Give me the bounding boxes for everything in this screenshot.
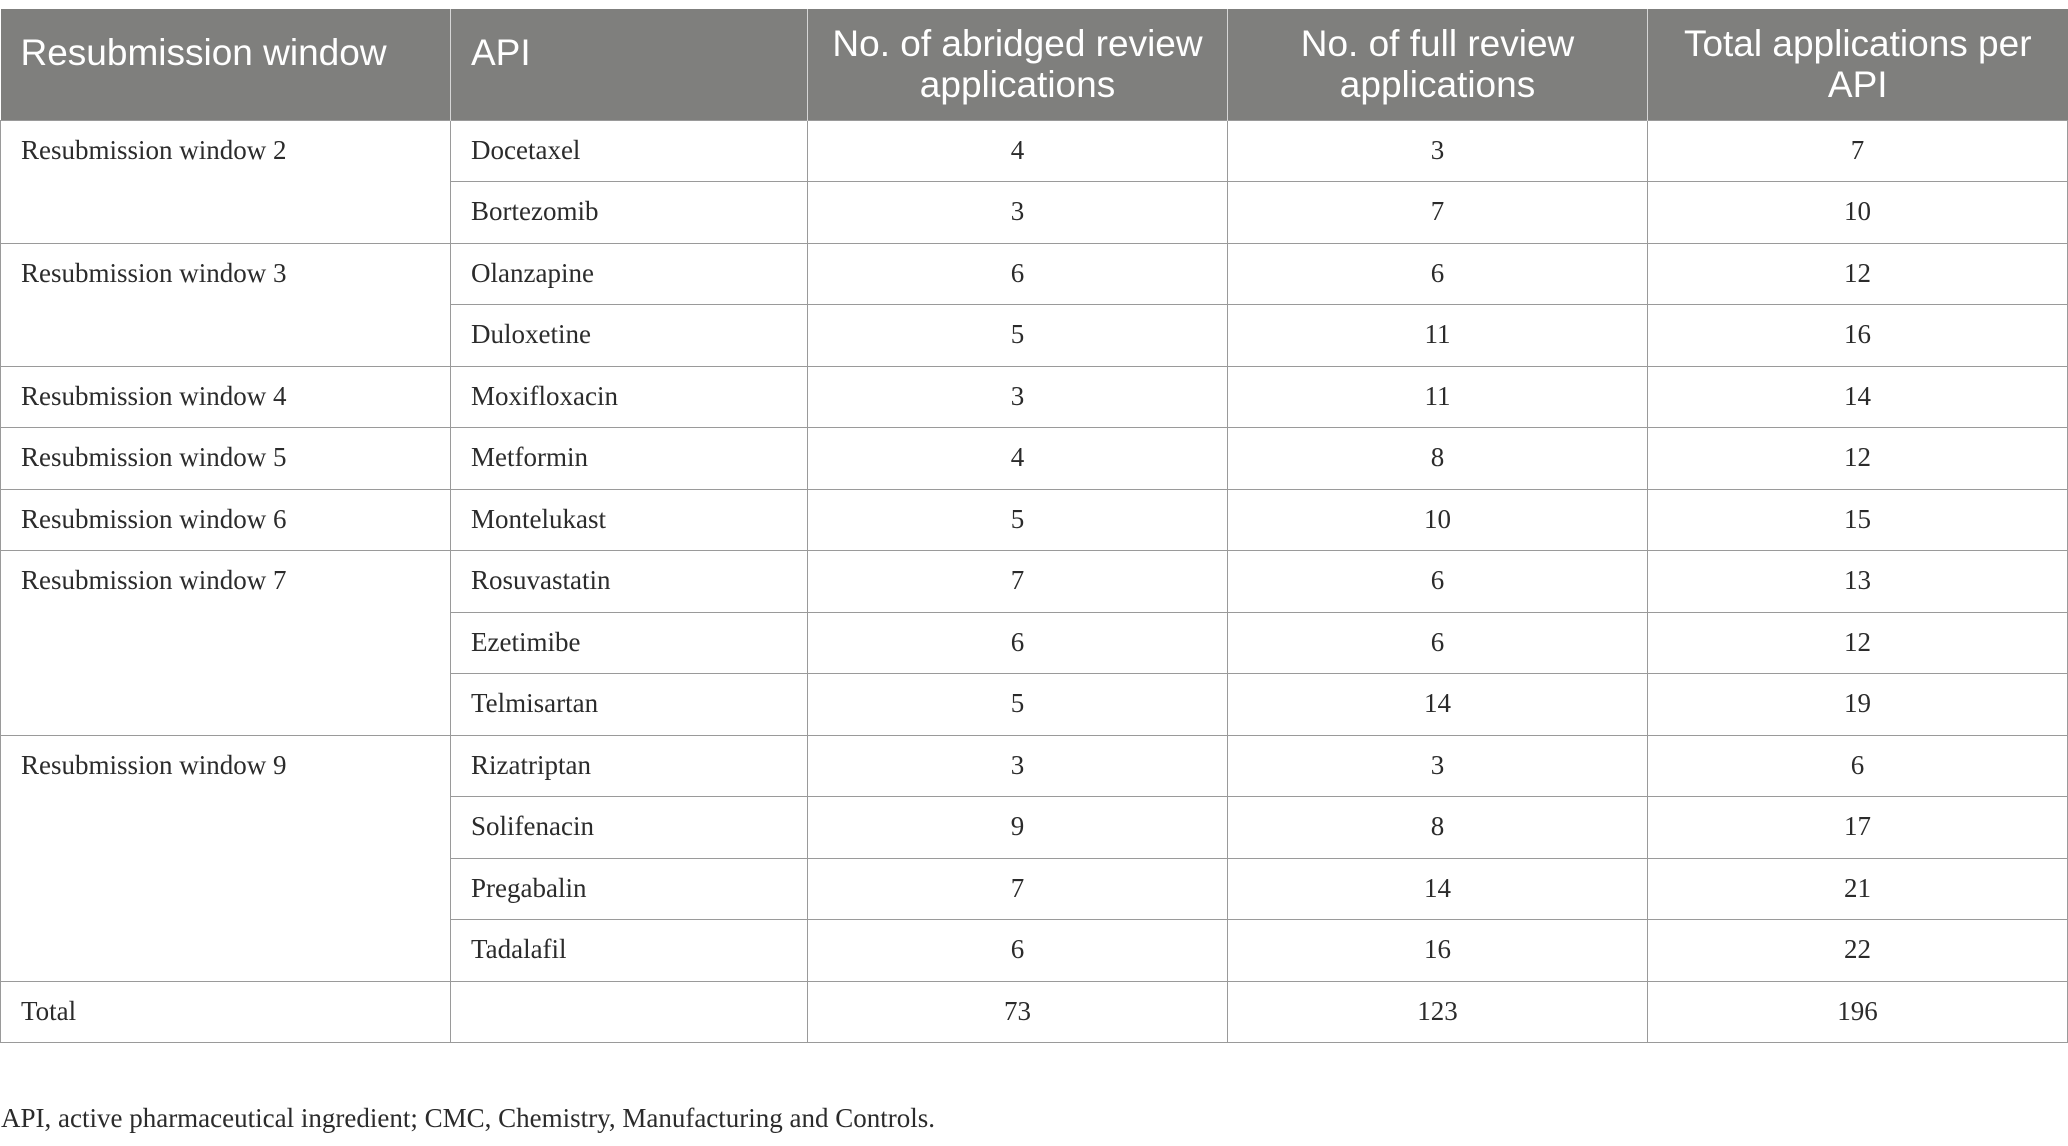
full-cell: 8 [1228, 428, 1648, 490]
full-cell: 6 [1228, 612, 1648, 674]
table-row [1, 428, 2068, 490]
full-cell: 10 [1228, 489, 1648, 551]
full-cell: 11 [1228, 305, 1648, 367]
header-full: No. of full review applications [1228, 9, 1648, 120]
abridged-cell: 3 [808, 735, 1228, 797]
total-total-cell: 196 [1648, 981, 2068, 1043]
header-api: API [451, 9, 808, 120]
full-cell: 16 [1228, 920, 1648, 982]
full-cell: 6 [1228, 243, 1648, 305]
abridged-cell: 6 [808, 243, 1228, 305]
abridged-cell: 6 [808, 920, 1228, 982]
total-cell: 14 [1648, 366, 2068, 428]
api-cell: Moxifloxacin [451, 366, 808, 428]
full-cell: 14 [1228, 674, 1648, 736]
api-cell: Telmisartan [451, 674, 808, 736]
total-cell: 16 [1648, 305, 2068, 367]
window-cell: Resubmission window 9 [1, 735, 451, 981]
full-cell: 3 [1228, 735, 1648, 797]
full-cell: 8 [1228, 797, 1648, 859]
full-cell: 11 [1228, 366, 1648, 428]
api-cell: Pregabalin [451, 858, 808, 920]
table-row [1, 366, 2068, 428]
total-api-cell [451, 981, 808, 1043]
window-cell: Resubmission window 2 [1, 120, 451, 243]
window-cell: Resubmission window 5 [1, 428, 451, 490]
abridged-cell: 7 [808, 858, 1228, 920]
total-row [1, 981, 2068, 1043]
total-cell: 13 [1648, 551, 2068, 613]
api-cell: Tadalafil [451, 920, 808, 982]
window-cell: Resubmission window 4 [1, 366, 451, 428]
api-cell: Olanzapine [451, 243, 808, 305]
abridged-cell: 3 [808, 366, 1228, 428]
header-window: Resubmission window [1, 9, 451, 120]
total-abridged-cell: 73 [808, 981, 1228, 1043]
header-row [1, 9, 2068, 120]
full-cell: 6 [1228, 551, 1648, 613]
total-cell: 12 [1648, 243, 2068, 305]
total-cell: 12 [1648, 428, 2068, 490]
full-cell: 7 [1228, 182, 1648, 244]
api-cell: Rosuvastatin [451, 551, 808, 613]
api-cell: Solifenacin [451, 797, 808, 859]
total-cell: 22 [1648, 920, 2068, 982]
abridged-cell: 4 [808, 428, 1228, 490]
abridged-cell: 5 [808, 305, 1228, 367]
api-cell: Metformin [451, 428, 808, 490]
window-cell: Resubmission window 7 [1, 551, 451, 736]
abridged-cell: 5 [808, 489, 1228, 551]
table-row [1, 489, 2068, 551]
applications-table [0, 9, 2068, 1043]
total-cell: 17 [1648, 797, 2068, 859]
api-cell: Ezetimibe [451, 612, 808, 674]
abridged-cell: 7 [808, 551, 1228, 613]
abridged-cell: 5 [808, 674, 1228, 736]
total-cell: 6 [1648, 735, 2068, 797]
api-cell: Montelukast [451, 489, 808, 551]
api-cell: Bortezomib [451, 182, 808, 244]
header-abridged: No. of abridged review applications [808, 9, 1228, 120]
total-cell: 12 [1648, 612, 2068, 674]
table-row [1, 551, 2068, 613]
table-footnote: API, active pharmaceutical ingredient; CMC, Chemistry, Manufacturing and Controls. [1, 1103, 936, 1133]
total-cell: 19 [1648, 674, 2068, 736]
api-cell: Docetaxel [451, 120, 808, 182]
table-row [1, 735, 2068, 797]
header-total: Total applications per API [1648, 9, 2068, 120]
abridged-cell: 3 [808, 182, 1228, 244]
window-cell: Resubmission window 3 [1, 243, 451, 366]
full-cell: 14 [1228, 858, 1648, 920]
table-row [1, 120, 2068, 182]
abridged-cell: 4 [808, 120, 1228, 182]
table-row [1, 243, 2068, 305]
total-full-cell: 123 [1228, 981, 1648, 1043]
abridged-cell: 6 [808, 612, 1228, 674]
total-cell: 21 [1648, 858, 2068, 920]
api-cell: Duloxetine [451, 305, 808, 367]
api-cell: Rizatriptan [451, 735, 808, 797]
window-cell: Resubmission window 6 [1, 489, 451, 551]
total-label: Total [1, 981, 451, 1043]
total-cell: 15 [1648, 489, 2068, 551]
abridged-cell: 9 [808, 797, 1228, 859]
full-cell: 3 [1228, 120, 1648, 182]
total-cell: 10 [1648, 182, 2068, 244]
total-cell: 7 [1648, 120, 2068, 182]
